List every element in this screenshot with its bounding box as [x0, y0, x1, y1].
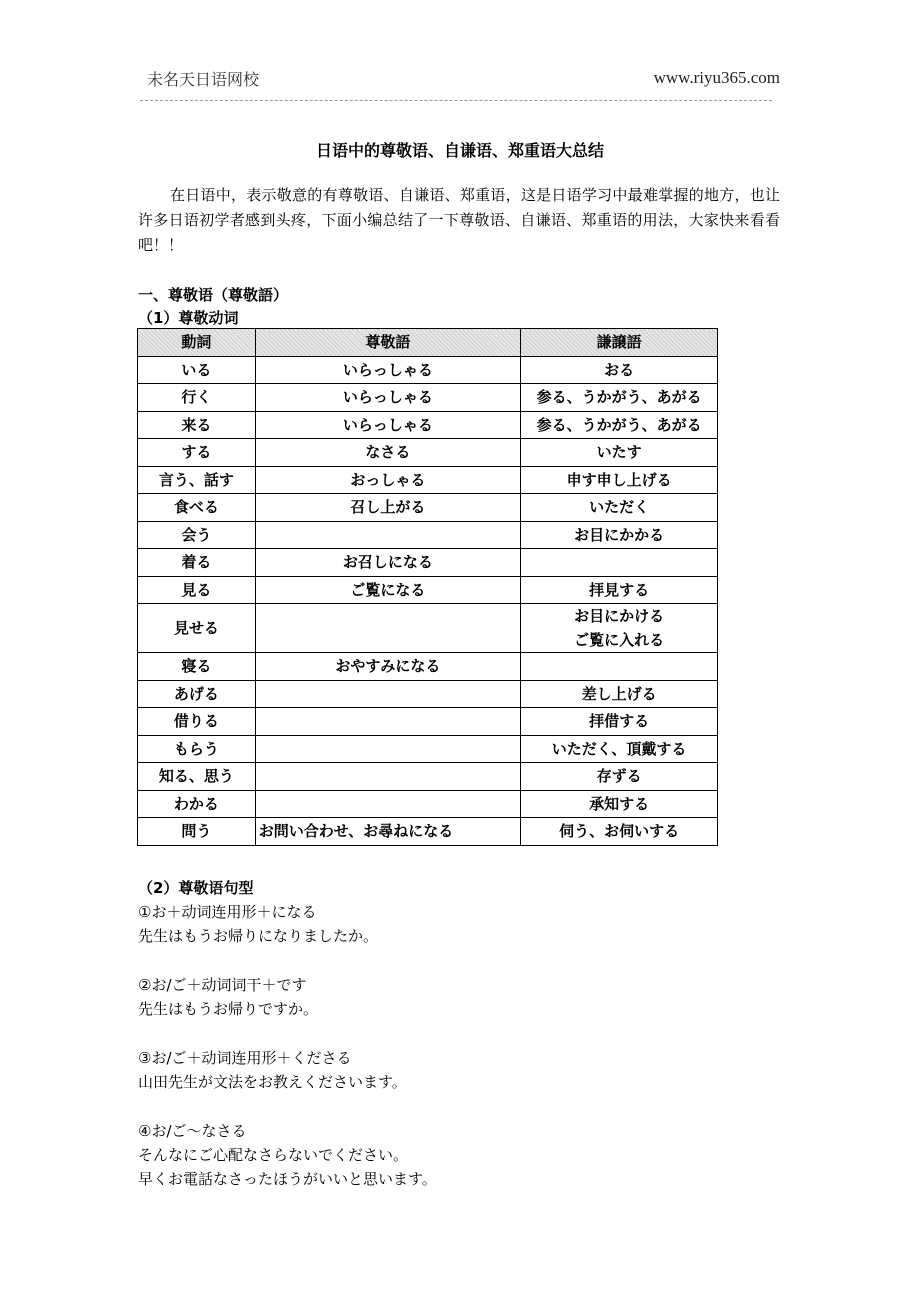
table-row — [138, 466, 718, 494]
pattern-spacer — [138, 1094, 437, 1119]
table-row — [138, 604, 718, 653]
table-row — [138, 356, 718, 384]
table-row — [138, 549, 718, 577]
cell-kenjougo-line-1: 伺う、お伺いする — [559, 822, 680, 841]
header-website-url[interactable]: www.riyu365.com — [653, 68, 780, 87]
cell-verb: 行く — [138, 384, 256, 412]
document-title: 日语中的尊敬语、自谦语、郑重语大总结 — [315, 141, 604, 160]
cell-kenjougo-line-1: おる — [604, 360, 635, 379]
cell-kenjougo — [521, 818, 718, 846]
pattern-block — [138, 1046, 437, 1119]
cell-kenjougo — [521, 411, 718, 439]
cell-kenjougo-line-1: いただく — [589, 498, 650, 517]
cell-sonkeigo: いらっしゃる — [255, 356, 520, 384]
table-body — [138, 356, 718, 845]
cell-kenjougo — [521, 790, 718, 818]
section-2-subheading: （2）尊敬语句型 — [138, 879, 254, 897]
cell-kenjougo-line-1: 存ずる — [596, 767, 642, 786]
pattern-block — [138, 900, 437, 973]
cell-kenjougo-line-1: お目にかける — [574, 607, 665, 625]
cell-kenjougo-line-1: いたす — [596, 443, 642, 462]
cell-kenjougo — [521, 356, 718, 384]
cell-kenjougo — [521, 680, 718, 708]
cell-sonkeigo — [255, 735, 520, 763]
pattern-example: そんなにご心配なさらないでください。 — [138, 1146, 409, 1164]
cell-sonkeigo: いらっしゃる — [255, 411, 520, 439]
cell-verb: 来る — [138, 411, 256, 439]
cell-kenjougo — [521, 521, 718, 549]
table-row — [138, 494, 718, 522]
pattern-example: 山田先生が文法をお教えくださいます。 — [138, 1073, 407, 1091]
cell-kenjougo-line-1: 申す申し上げる — [566, 470, 672, 489]
cell-kenjougo — [521, 576, 718, 604]
cell-sonkeigo: 召し上がる — [255, 494, 520, 522]
cell-verb: 問う — [138, 818, 256, 846]
cell-kenjougo-line-1: いただく、頂戴する — [551, 739, 687, 758]
cell-sonkeigo — [255, 790, 520, 818]
table-row — [138, 735, 718, 763]
pattern-list — [138, 900, 437, 1191]
cell-sonkeigo — [255, 763, 520, 791]
cell-sonkeigo — [255, 708, 520, 736]
intro-paragraph: 在日语中，表示敬意的有尊敬语、自谦语、郑重语，这是日语学习中最难掌握的地方，也让许多日语初学者感到头疼，下面小编总结了一下尊敬语、自谦语、郑重语的用法，大家快来看看吧！！ — [138, 186, 780, 254]
table-row — [138, 439, 718, 467]
honorific-verb-table — [137, 328, 718, 846]
column-header-kenjougo: 謙譲語 — [521, 329, 718, 357]
cell-verb: 見る — [138, 576, 256, 604]
table-row — [138, 790, 718, 818]
cell-kenjougo-line-1: 拝見する — [589, 580, 650, 599]
cell-kenjougo — [521, 439, 718, 467]
cell-sonkeigo: いらっしゃる — [255, 384, 520, 412]
cell-kenjougo — [521, 735, 718, 763]
pattern-spacer — [138, 948, 437, 973]
cell-sonkeigo: お召しになる — [255, 549, 520, 577]
cell-kenjougo — [521, 763, 718, 791]
cell-verb: いる — [138, 356, 256, 384]
cell-kenjougo — [521, 653, 718, 681]
header-school-name: 未名天日语网校 — [147, 70, 260, 89]
cell-kenjougo — [521, 604, 718, 653]
cell-kenjougo-line-1: 拝借する — [589, 712, 650, 731]
pattern-block — [138, 1119, 437, 1191]
pattern-example: 先生はもうお帰りになりましたか。 — [138, 927, 379, 945]
pattern-example: 早くお電話なさったほうがいいと思います。 — [138, 1170, 437, 1188]
cell-kenjougo-line-1: 参る、うかがう、あがる — [536, 415, 702, 434]
cell-verb: 言う、話す — [138, 466, 256, 494]
table-row — [138, 680, 718, 708]
pattern-block — [138, 973, 437, 1046]
table-row — [138, 576, 718, 604]
cell-verb: あげる — [138, 680, 256, 708]
cell-kenjougo — [521, 466, 718, 494]
column-header-sonkeigo: 尊敬語 — [255, 329, 520, 357]
cell-verb: 寝る — [138, 653, 256, 681]
pattern-formula: ②お/ご＋动词词干＋です — [138, 976, 307, 994]
pattern-formula: ③お/ご＋动词连用形＋くださる — [138, 1049, 352, 1067]
cell-verb: 着る — [138, 549, 256, 577]
table-row — [138, 708, 718, 736]
cell-kenjougo — [521, 549, 718, 577]
cell-kenjougo — [521, 384, 718, 412]
cell-verb: もらう — [138, 735, 256, 763]
cell-verb: 食べる — [138, 494, 256, 522]
cell-verb: する — [138, 439, 256, 467]
cell-sonkeigo: お問い合わせ、お尋ねになる — [255, 818, 520, 846]
cell-kenjougo-line-2: ご覧に入れる — [574, 631, 665, 649]
cell-kenjougo-line-1: 承知する — [589, 794, 650, 813]
cell-sonkeigo: おやすみになる — [255, 653, 520, 681]
cell-sonkeigo — [255, 521, 520, 549]
column-header-verb: 動詞 — [138, 329, 256, 357]
cell-sonkeigo — [255, 680, 520, 708]
table-row — [138, 653, 718, 681]
pattern-example: 先生はもうお帰りですか。 — [138, 1000, 319, 1018]
section-1-subheading: （1）尊敬动词 — [138, 309, 239, 327]
section-1-heading: 一、尊敬语（尊敬語） — [138, 286, 289, 304]
cell-kenjougo — [521, 494, 718, 522]
cell-kenjougo — [521, 708, 718, 736]
cell-verb: 知る、思う — [138, 763, 256, 791]
table-row — [138, 411, 718, 439]
pattern-formula: ④お/ご～なさる — [138, 1122, 247, 1140]
pattern-spacer — [138, 1021, 437, 1046]
table-row — [138, 384, 718, 412]
header-divider — [140, 100, 772, 101]
cell-kenjougo-line-1: 参る、うかがう、あがる — [536, 388, 702, 407]
cell-sonkeigo: ご覧になる — [255, 576, 520, 604]
cell-kenjougo-line-1: 差し上げる — [581, 684, 657, 703]
table-row — [138, 521, 718, 549]
cell-kenjougo-line-1: お目にかかる — [574, 525, 665, 544]
cell-sonkeigo: おっしゃる — [255, 466, 520, 494]
cell-verb: 借りる — [138, 708, 256, 736]
cell-verb: 会う — [138, 521, 256, 549]
table-row — [138, 818, 718, 846]
table-header-row — [138, 329, 718, 357]
pattern-formula: ①お＋动词连用形＋になる — [138, 903, 317, 921]
cell-sonkeigo: なさる — [255, 439, 520, 467]
cell-verb: わかる — [138, 790, 256, 818]
cell-sonkeigo — [255, 604, 520, 653]
cell-verb: 見せる — [138, 604, 256, 653]
section-2 — [138, 876, 437, 1191]
table-row — [138, 763, 718, 791]
